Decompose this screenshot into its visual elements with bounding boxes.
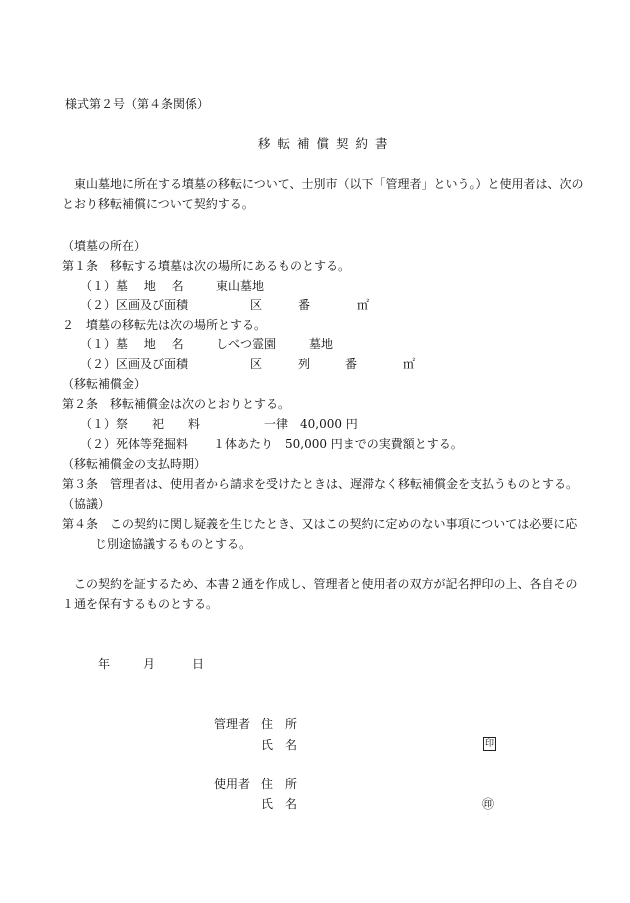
exhumation-fee-label: （２）死体等発掘料: [80, 437, 189, 451]
article-3: 第３条 管理者は、使用者から請求を受けたときは、遅滞なく移転補償金を支払うものとする。: [62, 477, 579, 491]
new-cemetery-suffix: 墓地: [309, 337, 334, 351]
user-address-label: 住 所: [261, 777, 298, 791]
current-plot-unit: ㎡: [357, 298, 370, 312]
closing-line-2: １通を保有するものとする。: [62, 597, 219, 611]
ritual-fee-label: （１）祭 祀 料: [80, 417, 201, 431]
article-4-line-2: じ別途協議するものとする。: [95, 537, 252, 551]
date-year: 年: [98, 657, 111, 671]
heading-consultation: （協議）: [62, 497, 111, 511]
new-plot-retsu: 列: [298, 357, 311, 371]
new-cemetery-value: しべつ霊園: [216, 337, 277, 351]
article-2: 第２条 移転補償金は次のとおりとする。: [62, 397, 291, 411]
closing-line-1: この契約を証するため、本書２通を作成し、管理者と使用者の双方が記名押印の上、各自その: [74, 577, 578, 591]
user-seal-mark: ㊞: [482, 797, 495, 811]
manager-address-label: 住 所: [261, 717, 298, 731]
intro-line-1: 東山墓地に所在する墳墓の移転について、士別市（以下「管理者」という。）と使用者は、次の: [74, 177, 584, 191]
heading-payment: （移転補償金の支払時期）: [62, 457, 207, 471]
paragraph-2: ２ 墳墓の移転先は次の場所とする。: [62, 318, 267, 332]
date-day: 日: [192, 657, 205, 671]
manager-name-label: 氏 名: [261, 738, 298, 752]
new-plot-ban: 番: [345, 357, 358, 371]
ritual-fee-value: 一律 40,000 円: [264, 417, 358, 431]
new-plot-label: （２）区画及び面積: [80, 357, 189, 371]
article-1: 第１条 移転する墳墓は次の場所にあるものとする。: [62, 259, 351, 273]
heading-compensation: （移転補償金）: [62, 377, 147, 391]
current-cemetery-label: （１）墓 地 名: [80, 279, 184, 293]
exhumation-fee-value: １体あたり 50,000 円までの実費額とする。: [213, 437, 463, 451]
new-cemetery-label: （１）墓 地 名: [80, 337, 184, 351]
new-plot-unit: ㎡: [403, 357, 416, 371]
manager-seal-mark: 印: [484, 739, 494, 749]
intro-line-2: とおり移転補償について契約する。: [62, 197, 254, 211]
user-name-label: 氏 名: [261, 797, 298, 811]
document-title: 移転補償契約書: [258, 136, 395, 151]
current-plot-ku: 区: [250, 298, 263, 312]
new-plot-ku: 区: [250, 357, 263, 371]
heading-location: （墳墓の所在）: [62, 239, 147, 253]
current-plot-ban: 番: [298, 298, 311, 312]
form-number: 様式第２号（第４条関係）: [65, 97, 210, 111]
date-month: 月: [143, 657, 156, 671]
current-cemetery-value: 東山墓地: [216, 279, 265, 293]
current-plot-label: （２）区画及び面積: [80, 298, 189, 312]
article-4-line-1: 第４条 この契約に関し疑義を生じたとき、又はこの契約に定めのない事項については必要に応: [62, 517, 578, 531]
user-role: 使用者: [214, 777, 251, 791]
manager-role: 管理者: [214, 717, 251, 731]
